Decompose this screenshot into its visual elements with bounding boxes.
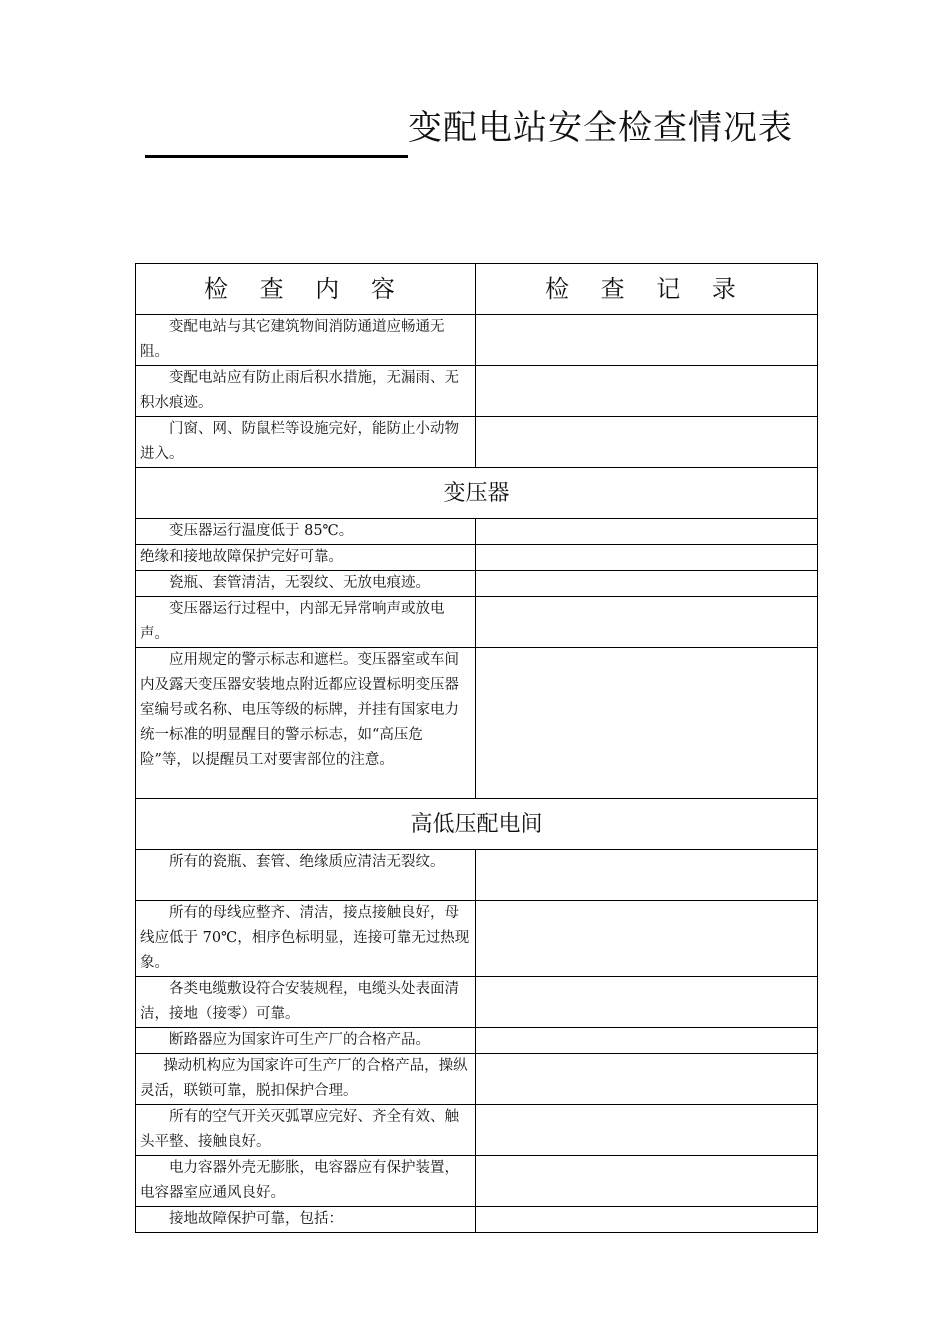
table-row [136, 545, 818, 571]
row-content: 变压器运行温度低于 85℃。 [136, 519, 476, 545]
row-content: 操动机构应为国家许可生产厂的合格产品，操纵灵活，联锁可靠，脱扣保护合理。 [136, 1054, 476, 1105]
table-row [136, 417, 818, 468]
row-content: 所有的母线应整齐、清洁，接点接触良好，母线应低于 70℃，相序色标明显，连接可靠无过热现象。 [136, 901, 476, 977]
record-cell[interactable] [476, 1156, 818, 1207]
record-cell[interactable] [476, 1105, 818, 1156]
page-title: 变配电站安全检查情况表 [408, 108, 793, 148]
row-content: 绝缘和接地故障保护完好可靠。 [136, 545, 476, 571]
table-row [136, 1156, 818, 1207]
table-row [136, 315, 818, 366]
table-row [136, 1105, 818, 1156]
section-title: 变压器 [136, 468, 818, 519]
record-cell[interactable] [476, 1028, 818, 1054]
row-content: 变压器运行过程中，内部无异常响声或放电声。 [136, 597, 476, 648]
table-row [136, 519, 818, 545]
record-cell[interactable] [476, 977, 818, 1028]
table-row [136, 1054, 818, 1105]
table-header-row [136, 264, 818, 315]
record-cell[interactable] [476, 571, 818, 597]
table-row [136, 571, 818, 597]
record-cell[interactable] [476, 850, 818, 901]
record-cell[interactable] [476, 597, 818, 648]
row-content: 断路器应为国家许可生产厂的合格产品。 [136, 1028, 476, 1054]
record-cell[interactable] [476, 519, 818, 545]
table-row [136, 366, 818, 417]
table-row [136, 901, 818, 977]
row-content: 所有的空气开关灭弧罩应完好、齐全有效、触头平整、接触良好。 [136, 1105, 476, 1156]
record-cell[interactable] [476, 366, 818, 417]
table-row [136, 1207, 818, 1233]
inspection-table [135, 263, 818, 1233]
row-content: 变配电站与其它建筑物间消防通道应畅通无阻。 [136, 315, 476, 366]
row-content: 应用规定的警示标志和遮栏。变压器室或车间内及露天变压器安装地点附近都应设置标明变压器室编号或名称、电压等级的标牌，并挂有国家电力统一标准的明显醒目的警示标志，如“高压危险”等，以提醒员工对要害部位的注意。 [136, 648, 476, 799]
header-record: 检 查 记 录 [476, 264, 818, 315]
record-cell[interactable] [476, 1207, 818, 1233]
header-content: 检 查 内 容 [136, 264, 476, 315]
record-cell[interactable] [476, 545, 818, 571]
title-underline [145, 155, 408, 158]
record-cell[interactable] [476, 417, 818, 468]
table-row [136, 850, 818, 901]
record-cell[interactable] [476, 901, 818, 977]
section-row-transformer [136, 468, 818, 519]
record-cell[interactable] [476, 315, 818, 366]
row-content: 接地故障保护可靠，包括： [136, 1207, 476, 1233]
record-cell[interactable] [476, 648, 818, 799]
section-row-switchroom [136, 799, 818, 850]
table-row [136, 648, 818, 799]
table-row [136, 977, 818, 1028]
table-row [136, 1028, 818, 1054]
row-content: 各类电缆敷设符合安装规程，电缆头处表面清洁，接地（接零）可靠。 [136, 977, 476, 1028]
record-cell[interactable] [476, 1054, 818, 1105]
table-row [136, 597, 818, 648]
row-content: 门窗、网、防鼠栏等设施完好，能防止小动物进入。 [136, 417, 476, 468]
row-content: 所有的瓷瓶、套管、绝缘质应清洁无裂纹。 [136, 850, 476, 901]
row-content: 电力容器外壳无膨胀，电容器应有保护装置，电容器室应通风良好。 [136, 1156, 476, 1207]
row-content: 变配电站应有防止雨后积水措施，无漏雨、无积水痕迹。 [136, 366, 476, 417]
section-title: 高低压配电间 [136, 799, 818, 850]
row-content: 瓷瓶、套管清洁，无裂纹、无放电痕迹。 [136, 571, 476, 597]
